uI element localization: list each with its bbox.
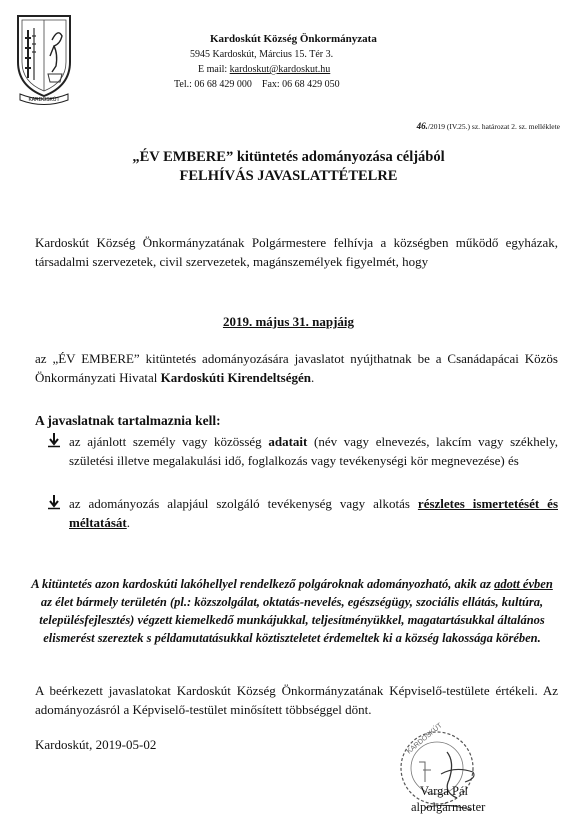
stamp-text: KARDOSKÚT (405, 722, 444, 756)
closing-paragraph: A beérkezett javaslatokat Kardoskút Község Önkormányzatának Képviselő-testülete értékeli. Az adományozásról a Képviselő-testület minősített többséggel dönt. (35, 683, 558, 717)
requirement-text: az adományozás alapjául szolgáló tevékenység vagy alkotás részletes ismertetését és méltatását. (69, 496, 559, 530)
org-phone-fax: Tel.: 06 68 429 000 Fax: 06 68 429 050 (174, 79, 340, 90)
resolution-reference (417, 121, 560, 131)
eligibility-notice: A kitüntetés azon kardoskúti lakóhellyel rendelkező polgároknak adományozható, akik az adott évben az élet bármely területén (pl.: közszolgálat, oktatás-nevelés, egészségügy, szociális ellátás, kultúra, településfejlesztés) végzett kiemelkedő munkájukkal, teljesítményükkel, magatartásukkal általános elismerést szereztek s példamutatásukkal köztiszteletet érdemeltek ki a község lakossága körében. (31, 577, 553, 645)
submission-end: . (311, 370, 315, 385)
requirement-item (35, 494, 558, 534)
requirement-item (35, 432, 558, 492)
submission-paragraph (35, 349, 558, 387)
org-email-line (198, 63, 458, 76)
org-address: 5945 Kardoskút, Március 15. Tér 3. (190, 49, 334, 60)
requirement-text: az ajánlott személy vagy közösség adatait (név vagy elnevezés, lakcím vagy székhely, születési illetve megalakulási idő, foglalkozás vagy tevékenységi kör megnevezése) és (69, 434, 558, 468)
arrow-down-bullet-icon (47, 494, 61, 510)
resolution-number: 46. (416, 121, 428, 131)
document-subtitle: FELHÍVÁS JAVASLATTÉTELRE (179, 168, 398, 184)
intro-paragraph: Kardoskút Község Önkormányzatának Polgármestere felhívja a községben működő egyházak, társadalmi szervezetek, civil szervezetek, magánszemélyek figyelmét, hogy (35, 235, 558, 269)
submission-text: az „ÉV EMBERE” kitüntetés adományozására javaslatot nyújthatnak be a Csanádapácai Közös Önkormányzati Hivatal (35, 351, 558, 385)
org-name: Kardoskút Község Önkormányzata (210, 33, 377, 45)
deadline-date: 2019. május 31. napjáig (222, 314, 355, 329)
signer-title: alpolgármester (411, 800, 486, 814)
submission-office: Kardoskúti Kirendeltségén (160, 370, 311, 385)
email-link[interactable]: kardoskut@kardoskut.hu (229, 64, 331, 75)
signer-name: Varga Pál (420, 784, 469, 798)
crest-banner-text: KARDOSKÚT (28, 97, 60, 103)
document-title: „ÉV EMBERE” kitüntetés adományozása céljából (132, 149, 445, 165)
municipal-crest-icon (14, 10, 74, 105)
requirements-heading: A javaslatnak tartalmaznia kell: (35, 413, 221, 428)
arrow-down-bullet-icon (47, 432, 61, 448)
email-label: E mail: (198, 64, 228, 75)
resolution-text: /2019 (IV.25.) sz. határozat 2. sz. melléklete (427, 122, 560, 131)
place-and-date: Kardoskút, 2019-05-02 (35, 737, 157, 752)
